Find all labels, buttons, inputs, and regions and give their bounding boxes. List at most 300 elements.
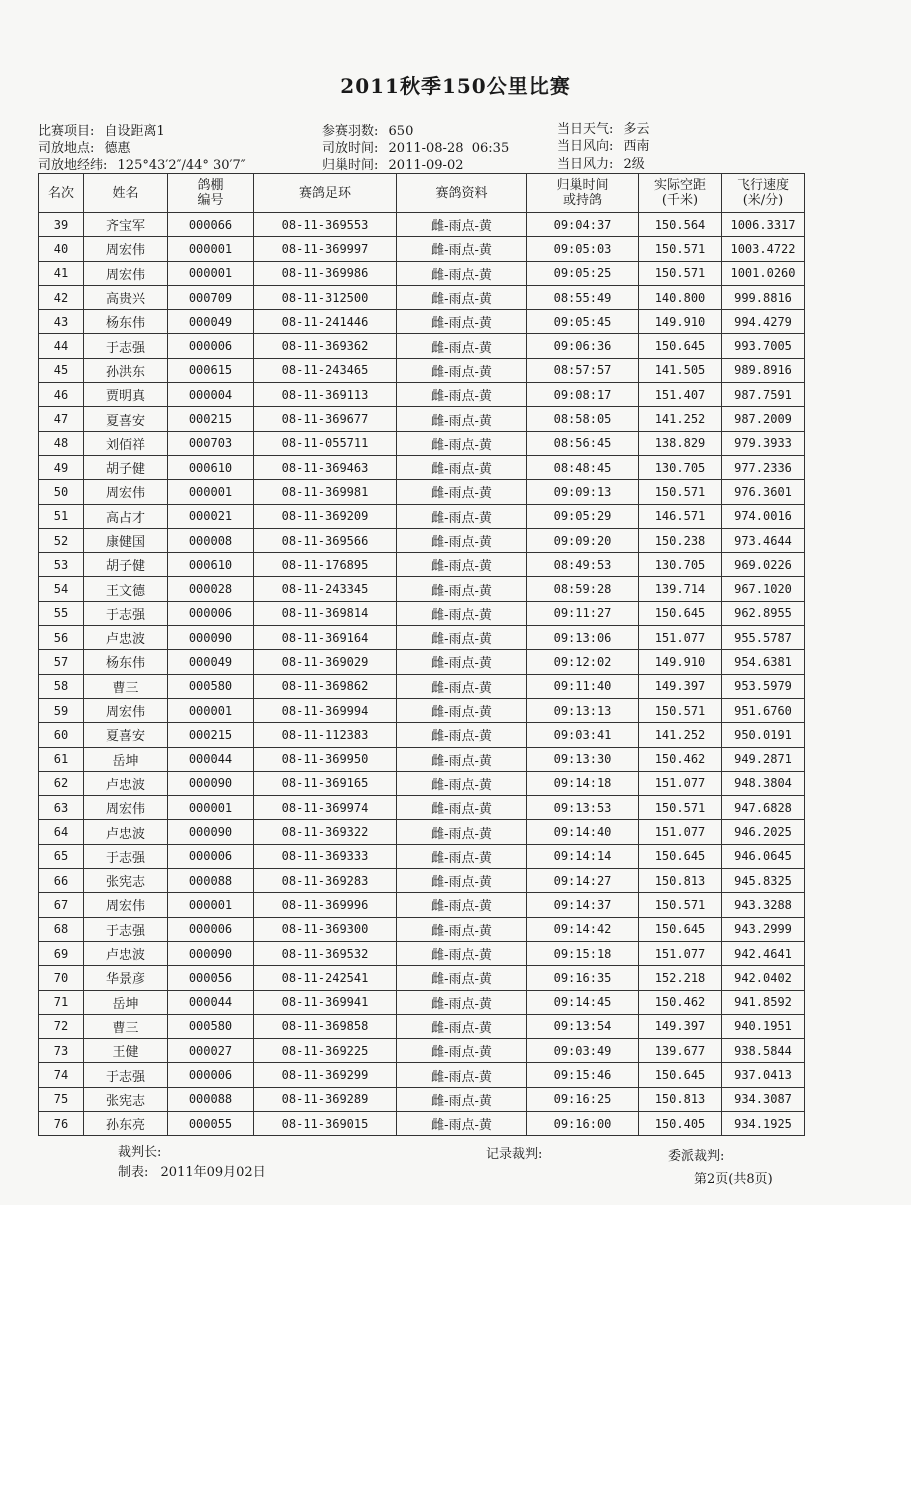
distance-cell: 139.714 <box>639 577 722 601</box>
table-row <box>39 1063 805 1087</box>
speed-cell: 947.6828 <box>722 796 805 820</box>
pigeon-info-cell: 雌-雨点-黄 <box>397 334 527 358</box>
loft-id-cell: 000580 <box>168 674 254 698</box>
weather-value: 多云 <box>623 122 650 137</box>
name-cell: 岳坤 <box>84 747 168 771</box>
rank-cell: 50 <box>39 480 84 504</box>
name-cell: 于志强 <box>84 844 168 868</box>
loft-id-cell: 000090 <box>168 626 254 650</box>
pigeon-info-cell: 雌-雨点-黄 <box>397 358 527 382</box>
pigeon-info-cell: 雌-雨点-黄 <box>397 285 527 309</box>
distance-cell: 150.645 <box>639 334 722 358</box>
distance-cell: 150.462 <box>639 747 722 771</box>
table-row <box>39 966 805 990</box>
distance-cell: 150.813 <box>639 1087 722 1111</box>
place-value: 德惠 <box>104 141 131 156</box>
distance-cell: 149.397 <box>639 674 722 698</box>
table-row <box>39 577 805 601</box>
pigeon-info-cell: 雌-雨点-黄 <box>397 577 527 601</box>
pigeon-info-cell: 雌-雨点-黄 <box>397 431 527 455</box>
return-time-cell: 09:14:40 <box>527 820 639 844</box>
return-time-cell: 09:16:00 <box>527 1111 639 1135</box>
speed-cell: 954.6381 <box>722 650 805 674</box>
ring-cell: 08-11-176895 <box>254 553 397 577</box>
ring-cell: 08-11-369225 <box>254 1039 397 1063</box>
name-cell: 贾明真 <box>84 383 168 407</box>
name-cell: 卢忠波 <box>84 771 168 795</box>
return-time-cell: 09:15:18 <box>527 941 639 965</box>
ring-cell: 08-11-369996 <box>254 893 397 917</box>
pigeon-info-cell: 雌-雨点-黄 <box>397 771 527 795</box>
speed-cell: 943.3288 <box>722 893 805 917</box>
distance-cell: 151.077 <box>639 941 722 965</box>
table-row <box>39 310 805 334</box>
ring-cell: 08-11-369986 <box>254 261 397 285</box>
ring-cell: 08-11-369997 <box>254 237 397 261</box>
ring-cell: 08-11-369677 <box>254 407 397 431</box>
pigeon-info-cell: 雌-雨点-黄 <box>397 261 527 285</box>
name-cell: 高贵兴 <box>84 285 168 309</box>
return-time-cell: 08:48:45 <box>527 455 639 479</box>
name-cell: 夏喜安 <box>84 723 168 747</box>
name-cell: 王文德 <box>84 577 168 601</box>
table-row <box>39 844 805 868</box>
page-title: 2011秋季150公里比赛 <box>340 74 571 98</box>
coord-label: 司放地经纬: <box>38 158 108 173</box>
rank-cell: 49 <box>39 455 84 479</box>
loft-id-cell: 000001 <box>168 261 254 285</box>
return-time-cell: 09:13:53 <box>527 796 639 820</box>
pigeon-info-cell: 雌-雨点-黄 <box>397 1063 527 1087</box>
return-time-cell: 09:13:30 <box>527 747 639 771</box>
speed-cell: 987.7591 <box>722 383 805 407</box>
distance-cell: 146.571 <box>639 504 722 528</box>
speed-cell: 979.3933 <box>722 431 805 455</box>
pigeon-info-cell: 雌-雨点-黄 <box>397 869 527 893</box>
windforce-label: 当日风力: <box>557 157 614 172</box>
speed-cell: 1001.0260 <box>722 261 805 285</box>
pigeon-info-cell: 雌-雨点-黄 <box>397 1111 527 1135</box>
rank-cell: 45 <box>39 358 84 382</box>
distance-cell: 150.571 <box>639 261 722 285</box>
speed-cell: 942.4641 <box>722 941 805 965</box>
return-time-cell: 09:03:49 <box>527 1039 639 1063</box>
name-cell: 高占才 <box>84 504 168 528</box>
return-time-cell: 09:05:25 <box>527 261 639 285</box>
rank-cell: 72 <box>39 1014 84 1038</box>
rank-cell: 62 <box>39 771 84 795</box>
recorder-label: 记录裁判: <box>486 1147 543 1162</box>
rank-cell: 53 <box>39 553 84 577</box>
speed-cell: 999.8816 <box>722 285 805 309</box>
name-cell: 孙东亮 <box>84 1111 168 1135</box>
distance-cell: 150.645 <box>639 844 722 868</box>
rank-cell: 66 <box>39 869 84 893</box>
ring-cell: 08-11-369941 <box>254 990 397 1014</box>
speed-cell: 967.1020 <box>722 577 805 601</box>
speed-cell: 943.2999 <box>722 917 805 941</box>
distance-cell: 151.077 <box>639 820 722 844</box>
distance-cell: 141.505 <box>639 358 722 382</box>
return-time-cell: 08:57:57 <box>527 358 639 382</box>
table-row <box>39 917 805 941</box>
speed-cell: 945.8325 <box>722 869 805 893</box>
rank-cell: 65 <box>39 844 84 868</box>
table-row <box>39 771 805 795</box>
loft-id-cell: 000090 <box>168 820 254 844</box>
table-row <box>39 990 805 1014</box>
loft-id-cell: 000215 <box>168 407 254 431</box>
table-body <box>39 213 805 1136</box>
speed-cell: 973.4644 <box>722 528 805 552</box>
table-row <box>39 723 805 747</box>
return-time-cell: 09:05:03 <box>527 237 639 261</box>
name-cell: 周宏伟 <box>84 237 168 261</box>
return-label: 归巢时间: <box>322 158 379 173</box>
distance-cell: 150.571 <box>639 698 722 722</box>
table-row <box>39 431 805 455</box>
loft-id-cell: 000006 <box>168 844 254 868</box>
return-time-cell: 09:08:17 <box>527 383 639 407</box>
pigeon-info-cell: 雌-雨点-黄 <box>397 966 527 990</box>
return-time-cell: 08:58:05 <box>527 407 639 431</box>
loft-id-cell: 000001 <box>168 796 254 820</box>
return-time-cell: 09:13:06 <box>527 626 639 650</box>
name-cell: 康健国 <box>84 528 168 552</box>
loft-id-cell: 000006 <box>168 334 254 358</box>
project-label: 比赛项目: <box>38 124 95 139</box>
speed-cell: 993.7005 <box>722 334 805 358</box>
pigeon-info-cell: 雌-雨点-黄 <box>397 1039 527 1063</box>
return-time-cell: 09:13:13 <box>527 698 639 722</box>
return-time-cell: 09:11:27 <box>527 601 639 625</box>
pigeon-info-cell: 雌-雨点-黄 <box>397 213 527 237</box>
ring-cell: 08-11-369300 <box>254 917 397 941</box>
column-header: 飞行速度 (米/分) <box>722 174 805 213</box>
pigeon-info-cell: 雌-雨点-黄 <box>397 917 527 941</box>
column-header: 赛鸽足环 <box>254 174 397 213</box>
loft-id-cell: 000001 <box>168 480 254 504</box>
table-row <box>39 1111 805 1135</box>
table-row <box>39 1087 805 1111</box>
pigeon-info-cell: 雌-雨点-黄 <box>397 674 527 698</box>
speed-cell: 974.0016 <box>722 504 805 528</box>
table-row <box>39 407 805 431</box>
pigeon-info-cell: 雌-雨点-黄 <box>397 1014 527 1038</box>
pigeon-info-cell: 雌-雨点-黄 <box>397 893 527 917</box>
distance-cell: 141.252 <box>639 407 722 431</box>
return-time-cell: 09:14:27 <box>527 869 639 893</box>
winddir-label: 当日风向: <box>557 139 614 154</box>
name-cell: 王健 <box>84 1039 168 1063</box>
name-cell: 夏喜安 <box>84 407 168 431</box>
loft-id-cell: 000049 <box>168 650 254 674</box>
name-cell: 曹三 <box>84 1014 168 1038</box>
name-cell: 张宪志 <box>84 869 168 893</box>
table-row <box>39 820 805 844</box>
pigeon-info-cell: 雌-雨点-黄 <box>397 747 527 771</box>
table-row <box>39 334 805 358</box>
rank-cell: 68 <box>39 917 84 941</box>
ring-cell: 08-11-369814 <box>254 601 397 625</box>
distance-cell: 150.571 <box>639 796 722 820</box>
rank-cell: 61 <box>39 747 84 771</box>
ring-cell: 08-11-369981 <box>254 480 397 504</box>
loft-id-cell: 000056 <box>168 966 254 990</box>
ring-cell: 08-11-369858 <box>254 1014 397 1038</box>
ring-cell: 08-11-369994 <box>254 698 397 722</box>
pigeon-info-cell: 雌-雨点-黄 <box>397 455 527 479</box>
speed-cell: 977.2336 <box>722 455 805 479</box>
count-label: 参赛羽数: <box>322 124 379 139</box>
pigeon-info-cell: 雌-雨点-黄 <box>397 528 527 552</box>
name-cell: 卢忠波 <box>84 820 168 844</box>
speed-cell: 989.8916 <box>722 358 805 382</box>
rank-cell: 64 <box>39 820 84 844</box>
rank-cell: 54 <box>39 577 84 601</box>
distance-cell: 130.705 <box>639 455 722 479</box>
speed-cell: 937.0413 <box>722 1063 805 1087</box>
loft-id-cell: 000090 <box>168 771 254 795</box>
rank-cell: 56 <box>39 626 84 650</box>
distance-cell: 150.571 <box>639 237 722 261</box>
rank-cell: 75 <box>39 1087 84 1111</box>
table-row <box>39 553 805 577</box>
distance-cell: 150.238 <box>639 528 722 552</box>
return-time-cell: 08:56:45 <box>527 431 639 455</box>
speed-cell: 946.0645 <box>722 844 805 868</box>
rank-cell: 55 <box>39 601 84 625</box>
distance-cell: 152.218 <box>639 966 722 990</box>
loft-id-cell: 000610 <box>168 553 254 577</box>
distance-cell: 151.077 <box>639 771 722 795</box>
distance-cell: 150.571 <box>639 480 722 504</box>
ring-cell: 08-11-112383 <box>254 723 397 747</box>
loft-id-cell: 000044 <box>168 747 254 771</box>
loft-id-cell: 000001 <box>168 237 254 261</box>
pigeon-info-cell: 雌-雨点-黄 <box>397 601 527 625</box>
rank-cell: 59 <box>39 698 84 722</box>
pigeon-info-cell: 雌-雨点-黄 <box>397 1087 527 1111</box>
winddir-line <box>557 135 650 154</box>
ring-cell: 08-11-369322 <box>254 820 397 844</box>
ring-cell: 08-11-369209 <box>254 504 397 528</box>
return-time-cell: 09:11:40 <box>527 674 639 698</box>
speed-cell: 938.5844 <box>722 1039 805 1063</box>
table-row <box>39 213 805 237</box>
column-header: 赛鸽资料 <box>397 174 527 213</box>
loft-id-cell: 000001 <box>168 698 254 722</box>
table-row <box>39 237 805 261</box>
name-cell: 刘佰祥 <box>84 431 168 455</box>
pigeon-info-cell: 雌-雨点-黄 <box>397 310 527 334</box>
distance-cell: 141.252 <box>639 723 722 747</box>
loft-id-cell: 000027 <box>168 1039 254 1063</box>
loft-id-cell: 000709 <box>168 285 254 309</box>
table-row <box>39 1014 805 1038</box>
ring-cell: 08-11-369165 <box>254 771 397 795</box>
table-row <box>39 941 805 965</box>
windforce-value: 2级 <box>623 157 645 172</box>
name-cell: 胡子健 <box>84 553 168 577</box>
loft-id-cell: 000028 <box>168 577 254 601</box>
pigeon-info-cell: 雌-雨点-黄 <box>397 941 527 965</box>
page-number: 第2页(共8页) <box>694 1172 773 1187</box>
speed-cell: 955.5787 <box>722 626 805 650</box>
return-time-cell: 09:16:35 <box>527 966 639 990</box>
distance-cell: 139.677 <box>639 1039 722 1063</box>
return-time-cell: 09:12:02 <box>527 650 639 674</box>
table-row <box>39 747 805 771</box>
return-line <box>322 154 463 173</box>
ring-cell: 08-11-369566 <box>254 528 397 552</box>
speed-cell: 940.1951 <box>722 1014 805 1038</box>
ring-cell: 08-11-369950 <box>254 747 397 771</box>
loft-id-cell: 000006 <box>168 917 254 941</box>
return-time-cell: 09:09:13 <box>527 480 639 504</box>
speed-cell: 941.8592 <box>722 990 805 1014</box>
rank-cell: 76 <box>39 1111 84 1135</box>
speed-cell: 976.3601 <box>722 480 805 504</box>
distance-cell: 150.405 <box>639 1111 722 1135</box>
ring-cell: 08-11-369029 <box>254 650 397 674</box>
ring-cell: 08-11-369333 <box>254 844 397 868</box>
pigeon-info-cell: 雌-雨点-黄 <box>397 650 527 674</box>
table-header-row <box>39 174 805 213</box>
windforce-line <box>557 153 645 172</box>
rank-cell: 51 <box>39 504 84 528</box>
rank-cell: 47 <box>39 407 84 431</box>
return-time-cell: 09:05:45 <box>527 310 639 334</box>
distance-cell: 150.645 <box>639 1063 722 1087</box>
speed-cell: 987.2009 <box>722 407 805 431</box>
ring-cell: 08-11-369113 <box>254 383 397 407</box>
table-row <box>39 796 805 820</box>
speed-cell: 950.0191 <box>722 723 805 747</box>
speed-cell: 994.4279 <box>722 310 805 334</box>
rank-cell: 63 <box>39 796 84 820</box>
column-header: 姓名 <box>84 174 168 213</box>
distance-cell: 150.462 <box>639 990 722 1014</box>
table-row <box>39 1039 805 1063</box>
rank-cell: 57 <box>39 650 84 674</box>
name-cell: 曹三 <box>84 674 168 698</box>
rank-cell: 70 <box>39 966 84 990</box>
rank-cell: 52 <box>39 528 84 552</box>
loft-id-cell: 000088 <box>168 869 254 893</box>
pigeon-info-cell: 雌-雨点-黄 <box>397 383 527 407</box>
rank-cell: 43 <box>39 310 84 334</box>
return-time-cell: 09:05:29 <box>527 504 639 528</box>
place-label: 司放地点: <box>38 141 95 156</box>
speed-cell: 962.8955 <box>722 601 805 625</box>
loft-id-cell: 000088 <box>168 1087 254 1111</box>
rank-cell: 46 <box>39 383 84 407</box>
table-row <box>39 698 805 722</box>
distance-cell: 149.397 <box>639 1014 722 1038</box>
loft-id-cell: 000006 <box>168 1063 254 1087</box>
distance-cell: 150.571 <box>639 893 722 917</box>
return-time-cell: 09:03:41 <box>527 723 639 747</box>
ring-cell: 08-11-369289 <box>254 1087 397 1111</box>
pigeon-info-cell: 雌-雨点-黄 <box>397 407 527 431</box>
winddir-value: 西南 <box>623 139 650 154</box>
name-cell: 周宏伟 <box>84 893 168 917</box>
return-time-cell: 08:49:53 <box>527 553 639 577</box>
table-row <box>39 650 805 674</box>
rank-cell: 60 <box>39 723 84 747</box>
loft-id-cell: 000615 <box>168 358 254 382</box>
loft-id-cell: 000021 <box>168 504 254 528</box>
return-value: 2011-09-02 <box>388 158 464 173</box>
loft-id-cell: 000001 <box>168 893 254 917</box>
return-time-cell: 09:04:37 <box>527 213 639 237</box>
table-row <box>39 674 805 698</box>
ring-cell: 08-11-369299 <box>254 1063 397 1087</box>
speed-cell: 953.5979 <box>722 674 805 698</box>
table-row <box>39 285 805 309</box>
name-cell: 周宏伟 <box>84 698 168 722</box>
ring-cell: 08-11-369974 <box>254 796 397 820</box>
table-row <box>39 626 805 650</box>
name-cell: 齐宝军 <box>84 213 168 237</box>
results-table <box>38 173 805 1136</box>
ring-cell: 08-11-369862 <box>254 674 397 698</box>
ring-cell: 08-11-369553 <box>254 213 397 237</box>
ring-cell: 08-11-241446 <box>254 310 397 334</box>
ring-cell: 08-11-369463 <box>254 455 397 479</box>
rank-cell: 69 <box>39 941 84 965</box>
loft-id-cell: 000044 <box>168 990 254 1014</box>
name-cell: 周宏伟 <box>84 480 168 504</box>
pigeon-info-cell: 雌-雨点-黄 <box>397 820 527 844</box>
return-time-cell: 08:59:28 <box>527 577 639 601</box>
return-time-cell: 09:14:45 <box>527 990 639 1014</box>
name-cell: 杨东伟 <box>84 310 168 334</box>
made-label: 制表: <box>118 1165 149 1180</box>
distance-cell: 150.645 <box>639 601 722 625</box>
ring-cell: 08-11-369362 <box>254 334 397 358</box>
name-cell: 岳坤 <box>84 990 168 1014</box>
made-date: 2011年09月02日 <box>160 1165 266 1180</box>
name-cell: 孙洪东 <box>84 358 168 382</box>
name-cell: 胡子健 <box>84 455 168 479</box>
speed-cell: 969.0226 <box>722 553 805 577</box>
rank-cell: 44 <box>39 334 84 358</box>
rank-cell: 40 <box>39 237 84 261</box>
rank-cell: 67 <box>39 893 84 917</box>
ring-cell: 08-11-369532 <box>254 941 397 965</box>
name-cell: 于志强 <box>84 1063 168 1087</box>
return-time-cell: 09:14:42 <box>527 917 639 941</box>
table-row <box>39 480 805 504</box>
table-row <box>39 383 805 407</box>
distance-cell: 151.077 <box>639 626 722 650</box>
rank-cell: 58 <box>39 674 84 698</box>
return-time-cell: 09:14:37 <box>527 893 639 917</box>
loft-id-cell: 000006 <box>168 601 254 625</box>
distance-cell: 149.910 <box>639 310 722 334</box>
distance-cell: 149.910 <box>639 650 722 674</box>
coord-value: 125°43′2″/44° 30′7″ <box>117 158 246 173</box>
name-cell: 杨东伟 <box>84 650 168 674</box>
speed-cell: 1003.4722 <box>722 237 805 261</box>
ring-cell: 08-11-242541 <box>254 966 397 990</box>
return-time-cell: 09:15:46 <box>527 1063 639 1087</box>
assigned-judge-label: 委派裁判: <box>668 1149 725 1164</box>
pigeon-info-cell: 雌-雨点-黄 <box>397 237 527 261</box>
loft-id-cell: 000055 <box>168 1111 254 1135</box>
